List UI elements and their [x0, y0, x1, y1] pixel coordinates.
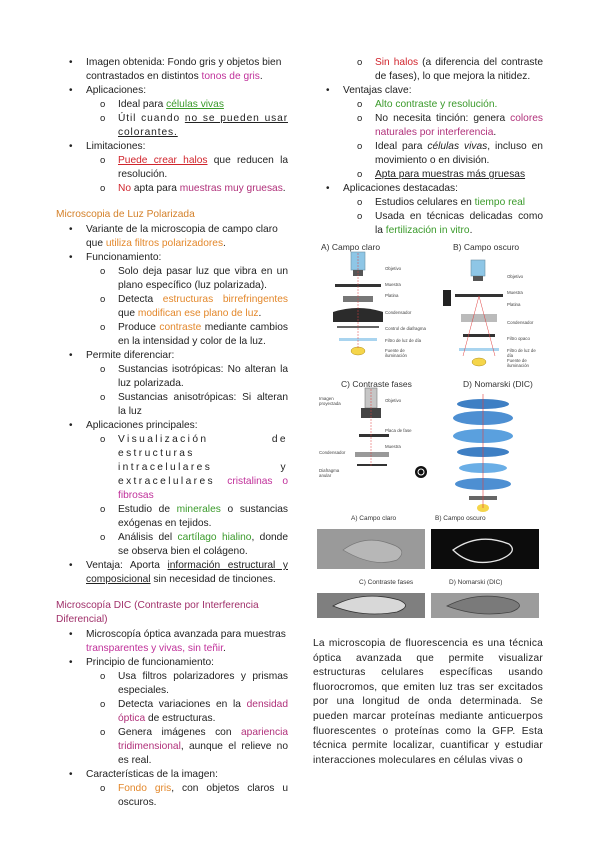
list-item: • Ventaja: Aporta información estructural y composicional sin necesidad de tinciones. [56, 559, 288, 587]
section-heading-dic: Microscopía DIC (Contraste por Interferencia Diferencial) [56, 600, 259, 625]
list-subitem: o Solo deja pasar luz que vibra en un plano específico (luz polarizada). [56, 265, 288, 293]
list-item: • Imagen obtenida: Fondo gris y objetos bien contrastados en distintos tonos de gris. [56, 56, 288, 84]
list-subitem: o Análisis del cartílago hialino, donde se observa bien el colágeno. [56, 531, 288, 559]
list-item: • Aplicaciones principales: [56, 419, 288, 433]
list-subitem: o Estudio de minerales o sustancias exógenas en tejidos. [56, 503, 288, 531]
figure-label-d: D) Nomarski (DIC) [463, 379, 533, 389]
list-item: • Aplicaciones destacadas: [313, 182, 543, 196]
list-subitem: o Estudios celulares en tiempo real [313, 196, 543, 210]
list-subitem: o Visualización de estructuras intracelulares y extracelulares cristalinas o fibrosas [56, 433, 288, 503]
list-subitem: o Fondo gris, con objetos claros u oscuros. [56, 782, 288, 810]
list-item: • Microscopía óptica avanzada para muestras transparentes y vivas, sin teñir. [56, 628, 288, 656]
list-subitem: o No necesita tinción: genera colores naturales por interferencia. [313, 112, 543, 140]
list-subitem: o Usa filtros polarizadores y prismas especiales. [56, 670, 288, 698]
list-subitem: o Sustancias anisotrópicas: Si alteran la luz [56, 391, 288, 419]
microscopy-figure: A) Campo claro B) Campo oscuro C) Contraste fases D) Nomarski (DIC) Objetivo Muestra Platina Condensador Control de diafragma Filtro de luz de día Fuente de iluminación Objetivo Muestra Platina Condensador Filtro opaco Filtro de luz de día Fuente de iluminación Imagen proyectada Objetivo Placa de fase Muestra Condensador Diafragma anular A) Campo claro B) Campo oscuro C) Contraste fases D) Nomarski (DIC) [313, 238, 543, 618]
list-subitem: o Detecta estructuras birrefringentes que modifican ese plano de luz. [56, 293, 288, 321]
section-heading-polarized: Microscopia de Luz Polarizada [56, 209, 195, 220]
list-subitem: o Detecta variaciones en la densidad óptica de estructuras. [56, 698, 288, 726]
list-subitem: o Alto contraste y resolución. [313, 98, 543, 112]
left-column [56, 56, 288, 810]
list-subitem: o Puede crear halos que reducen la resolución. [56, 154, 288, 182]
list-item: • Funcionamiento: [56, 251, 288, 265]
list-subitem: o Ideal para células vivas, incluso en movimiento o en división. [313, 140, 543, 168]
list-subitem: o Genera imágenes con apariencia tridimensional, aunque el relieve no es real. [56, 726, 288, 768]
list-subitem: o Ideal para células vivas [56, 98, 288, 112]
list-item: • Limitaciones: [56, 140, 288, 154]
list-subitem: o No apta para muestras muy gruesas. [56, 182, 288, 196]
right-column [313, 56, 543, 238]
list-item: • Características de la imagen: [56, 768, 288, 782]
list-subitem: o Útil cuando no se pueden usar colorantes. [56, 112, 288, 140]
diagram-bright-field [333, 252, 383, 355]
list-subitem: o Apta para muestras más gruesas [313, 168, 543, 182]
fluorescence-paragraph: La microscopia de fluorescencia es una técnica óptica avanzada que permite visualizar estructuras celulares específicas usando fluorocromos, que emiten luz tras ser excitados por una longitud de onda determinada. Se pueden marcar proteínas mediante anticuerpos fluorescentes o proteínas como la GFP. Esta técnica permite localizar, cuantificar y estudiar interacciones moleculares en células vivas o [313, 638, 543, 766]
list-item: • Variante de la microscopia de campo claro que utiliza filtros polarizadores. [56, 223, 288, 251]
list-item: • Aplicaciones: [56, 84, 288, 98]
figure-label-a: A) Campo claro [321, 242, 381, 252]
figure-label-c: C) Contraste fases [341, 379, 412, 389]
microscope-diagrams [313, 238, 543, 618]
list-subitem: o Sustancias isotrópicas: No alteran la luz polarizada. [56, 363, 288, 391]
list-subitem: o Usada en técnicas delicadas como la fertilización in vitro. [313, 210, 543, 238]
list-item: • Ventajas clave: [313, 84, 543, 98]
figure-label-b: B) Campo oscuro [453, 242, 520, 252]
list-item: • Permite diferenciar: [56, 349, 288, 363]
list-subitem: o Sin halos (a diferencia del contraste de fases), lo que mejora la nitidez. [313, 56, 543, 84]
list-subitem: o Produce contraste mediante cambios en la intensidad y color de la luz. [56, 321, 288, 349]
diagram-dic [453, 394, 513, 512]
list-item: • Principio de funcionamiento: [56, 656, 288, 670]
diagram-dark-field [443, 260, 503, 366]
